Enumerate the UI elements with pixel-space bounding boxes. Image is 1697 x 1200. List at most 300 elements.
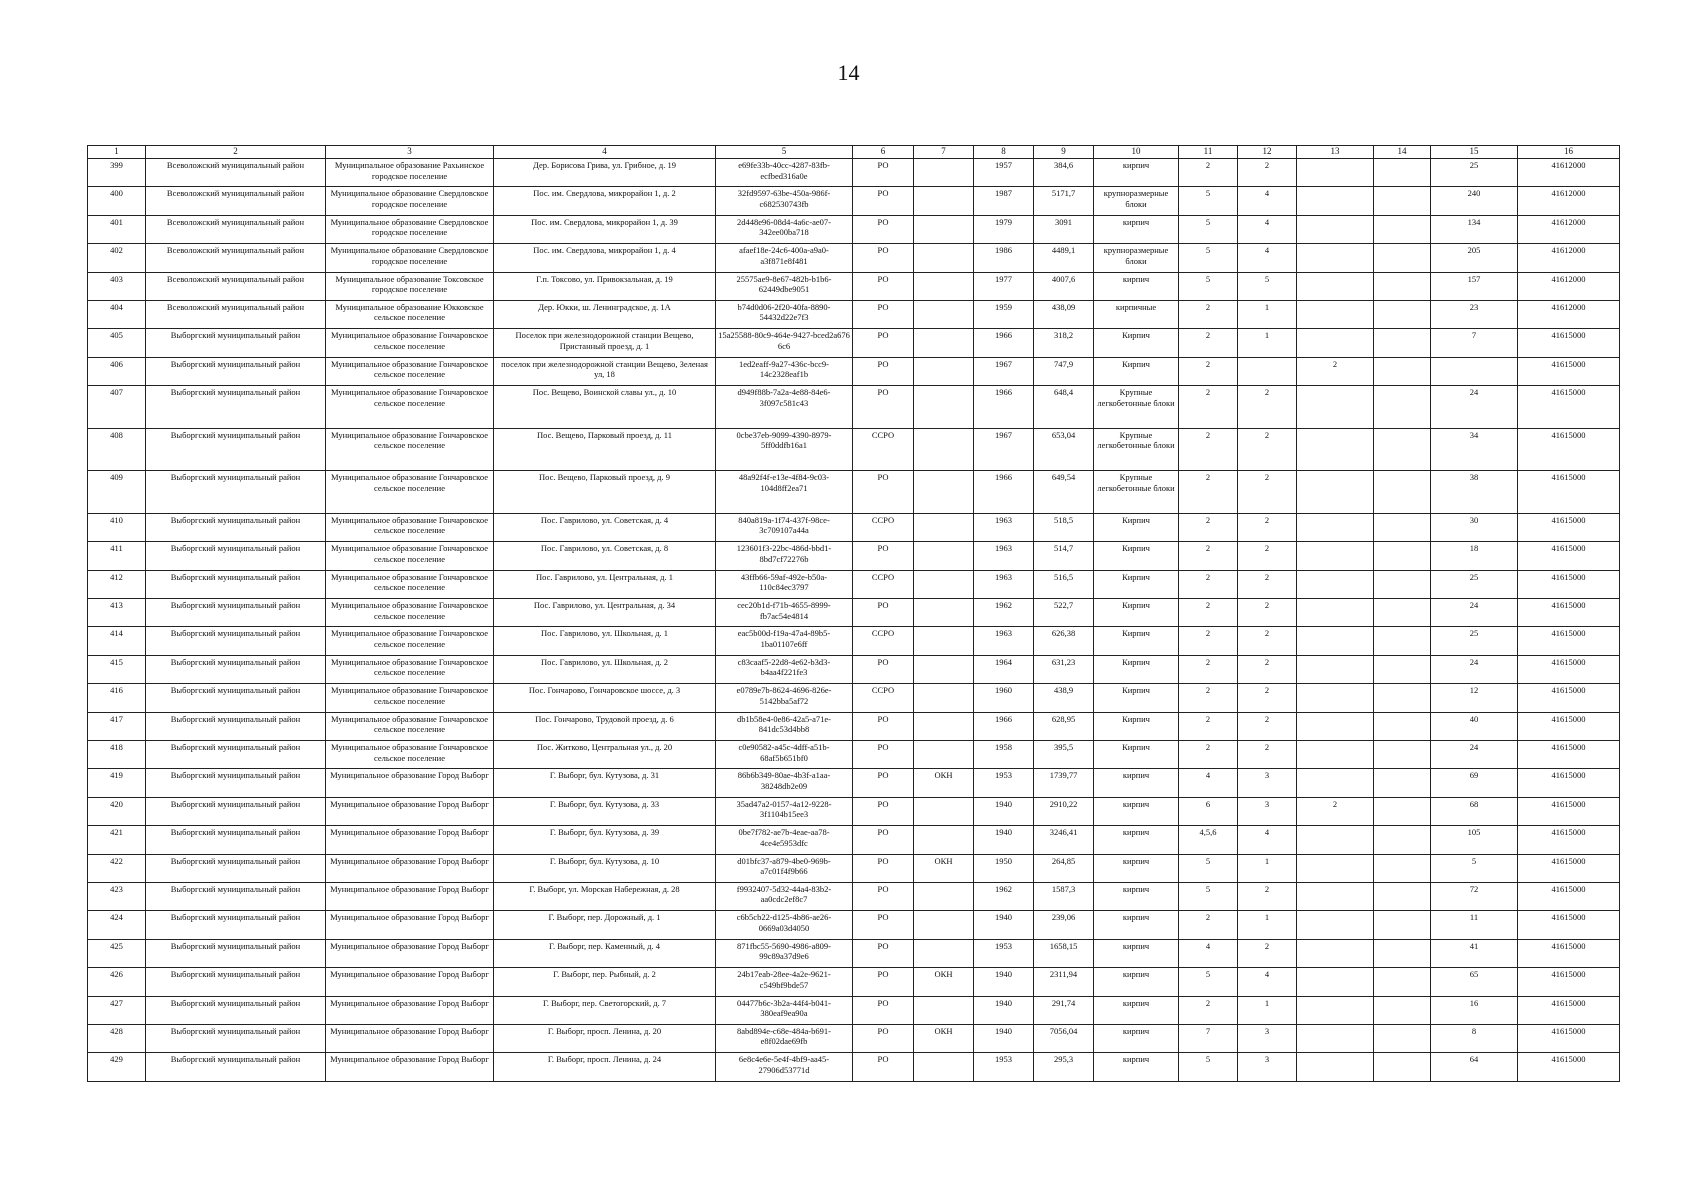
table-cell: Пос. Вещево, Парковый проезд, д. 11 bbox=[494, 428, 716, 471]
table-cell: 410 bbox=[88, 513, 146, 541]
table-cell: 41615000 bbox=[1518, 599, 1620, 627]
table-row bbox=[88, 854, 1620, 882]
table-cell: кирпич bbox=[1094, 1024, 1179, 1052]
table-cell bbox=[914, 655, 974, 683]
table-cell: 8 bbox=[1431, 1024, 1518, 1052]
table-cell: 3091 bbox=[1034, 215, 1094, 243]
table-cell: Выборгский муниципальный район bbox=[146, 939, 326, 967]
table-cell: 1964 bbox=[974, 655, 1034, 683]
table-cell: 516,5 bbox=[1034, 570, 1094, 598]
table-cell: РО bbox=[853, 300, 914, 328]
table-row bbox=[88, 386, 1620, 429]
table-cell: 408 bbox=[88, 428, 146, 471]
table-cell: 2 bbox=[1179, 386, 1238, 429]
table-cell: Муниципальное образование Свердловское городское поселение bbox=[326, 215, 494, 243]
table-cell: Муниципальное образование Гончаровское сельское поселение bbox=[326, 570, 494, 598]
table-cell bbox=[1374, 159, 1431, 187]
table-cell: 48a92f4f-e13e-4f84-9c03-104d8ff2ea71 bbox=[716, 471, 853, 514]
table-cell: РО bbox=[853, 272, 914, 300]
table-cell: 295,3 bbox=[1034, 1053, 1094, 1081]
table-cell: Муниципальное образование Гончаровское сельское поселение bbox=[326, 386, 494, 429]
table-cell: Муниципальное образование Гончаровское сельское поселение bbox=[326, 599, 494, 627]
table-cell: 41615000 bbox=[1518, 1053, 1620, 1081]
table-cell: 1ed2eaff-9a27-436c-bcc9-14c2328eaf1b bbox=[716, 357, 853, 385]
table-cell: 399 bbox=[88, 159, 146, 187]
table-cell: 35ad47a2-0157-4a12-9228-3f1104b15ee3 bbox=[716, 797, 853, 825]
table-cell: РО bbox=[853, 655, 914, 683]
table-cell: 2 bbox=[1179, 471, 1238, 514]
table-cell: Муниципальное образование Гончаровское сельское поселение bbox=[326, 741, 494, 769]
table-cell: Выборгский муниципальный район bbox=[146, 329, 326, 357]
table-cell: b74d0d06-2f20-40fa-8890-54432d22e7f3 bbox=[716, 300, 853, 328]
table-cell: 4 bbox=[1238, 968, 1297, 996]
table-cell bbox=[914, 300, 974, 328]
table-row bbox=[88, 599, 1620, 627]
table-cell: 3246,41 bbox=[1034, 826, 1094, 854]
table-cell: 4 bbox=[1238, 187, 1297, 215]
table-cell: 2 bbox=[1179, 684, 1238, 712]
table-cell bbox=[1374, 215, 1431, 243]
table-cell: Пос. Гаврилово, ул. Школьная, д. 1 bbox=[494, 627, 716, 655]
table-cell: 429 bbox=[88, 1053, 146, 1081]
table-cell: 68 bbox=[1431, 797, 1518, 825]
table-cell: eac5b00d-f19a-47a4-89b5-1ba01107e6ff bbox=[716, 627, 853, 655]
table-cell bbox=[1374, 769, 1431, 797]
table-cell: 1966 bbox=[974, 712, 1034, 740]
table-cell: 649,54 bbox=[1034, 471, 1094, 514]
table-cell: 105 bbox=[1431, 826, 1518, 854]
table-cell: Муниципальное образование Гончаровское сельское поселение bbox=[326, 712, 494, 740]
table-cell: РО bbox=[853, 1024, 914, 1052]
table-cell bbox=[914, 386, 974, 429]
table-cell: e0789e7b-8624-4696-826e-5142bba5af72 bbox=[716, 684, 853, 712]
table-cell: 1957 bbox=[974, 159, 1034, 187]
table-cell: 403 bbox=[88, 272, 146, 300]
table-cell: Г.п. Токсово, ул. Привокзальная, д. 19 bbox=[494, 272, 716, 300]
table-cell: Г. Выборг, бул. Кутузова, д. 39 bbox=[494, 826, 716, 854]
table-cell bbox=[1374, 187, 1431, 215]
table-cell: 518,5 bbox=[1034, 513, 1094, 541]
table-cell: 648,4 bbox=[1034, 386, 1094, 429]
table-cell: 8abd894e-c68e-484a-b691-e8f02dae69fb bbox=[716, 1024, 853, 1052]
table-cell bbox=[1297, 627, 1374, 655]
table-cell: Кирпич bbox=[1094, 329, 1179, 357]
table-cell: Муниципальное образование Рахьинское городское поселение bbox=[326, 159, 494, 187]
table-cell: 41615000 bbox=[1518, 996, 1620, 1024]
table-cell: Пос. Вещево, Парковый проезд, д. 9 bbox=[494, 471, 716, 514]
table-cell: РО bbox=[853, 244, 914, 272]
table-cell: 522,7 bbox=[1034, 599, 1094, 627]
table-cell: 04477b6c-3b2a-44f4-b041-380eaf9ea90a bbox=[716, 996, 853, 1024]
table-cell bbox=[1297, 542, 1374, 570]
table-cell: 404 bbox=[88, 300, 146, 328]
table-cell: 2 bbox=[1238, 882, 1297, 910]
table-cell: 425 bbox=[88, 939, 146, 967]
table-cell bbox=[914, 741, 974, 769]
table-row bbox=[88, 684, 1620, 712]
table-cell: Кирпич bbox=[1094, 741, 1179, 769]
table-cell: 41615000 bbox=[1518, 1024, 1620, 1052]
table-cell bbox=[1374, 712, 1431, 740]
table-cell: 5 bbox=[1179, 882, 1238, 910]
table-cell: 2 bbox=[1179, 599, 1238, 627]
table-cell: 416 bbox=[88, 684, 146, 712]
table-cell bbox=[914, 911, 974, 939]
table-cell: 628,95 bbox=[1034, 712, 1094, 740]
table-cell: Муниципальное образование Город Выборг bbox=[326, 826, 494, 854]
table-cell bbox=[1374, 968, 1431, 996]
table-cell: 34 bbox=[1431, 428, 1518, 471]
table-cell: d949f88b-7a2a-4e88-84e6-3f097c581c43 bbox=[716, 386, 853, 429]
table-cell: 2 bbox=[1238, 627, 1297, 655]
table-cell: 24 bbox=[1431, 386, 1518, 429]
table-cell: 5 bbox=[1179, 272, 1238, 300]
table-cell: 1966 bbox=[974, 471, 1034, 514]
table-cell bbox=[1374, 244, 1431, 272]
table-cell: Всеволожский муниципальный район bbox=[146, 159, 326, 187]
table-cell bbox=[1374, 882, 1431, 910]
table-cell bbox=[914, 570, 974, 598]
table-cell: 2 bbox=[1179, 655, 1238, 683]
table-cell: Муниципальное образование Гончаровское сельское поселение bbox=[326, 542, 494, 570]
table-cell: РО bbox=[853, 329, 914, 357]
table-cell: Муниципальное образование Гончаровское сельское поселение bbox=[326, 627, 494, 655]
table-cell: 2 bbox=[1238, 712, 1297, 740]
table-cell: Выборгский муниципальный район bbox=[146, 882, 326, 910]
table-cell: 41615000 bbox=[1518, 797, 1620, 825]
table-cell: 2 bbox=[1238, 741, 1297, 769]
table-cell: 1950 bbox=[974, 854, 1034, 882]
table-cell: Муниципальное образование Гончаровское сельское поселение bbox=[326, 329, 494, 357]
table-cell bbox=[1297, 854, 1374, 882]
table-cell: 2 bbox=[1238, 513, 1297, 541]
table-cell: 4489,1 bbox=[1034, 244, 1094, 272]
table-cell: 1 bbox=[1238, 911, 1297, 939]
table-cell bbox=[1374, 826, 1431, 854]
table-cell: 72 bbox=[1431, 882, 1518, 910]
table-cell: 41612000 bbox=[1518, 215, 1620, 243]
table-cell: Г. Выборг, просп. Ленина, д. 24 bbox=[494, 1053, 716, 1081]
table-cell bbox=[1297, 1024, 1374, 1052]
table-row bbox=[88, 159, 1620, 187]
table-cell: Муниципальное образование Гончаровское сельское поселение bbox=[326, 471, 494, 514]
table-cell bbox=[1297, 187, 1374, 215]
table-cell: 4,5,6 bbox=[1179, 826, 1238, 854]
table-cell bbox=[1297, 159, 1374, 187]
table-cell: 41615000 bbox=[1518, 471, 1620, 514]
table-cell: 41612000 bbox=[1518, 187, 1620, 215]
table-cell: Выборгский муниципальный район bbox=[146, 513, 326, 541]
table-row bbox=[88, 215, 1620, 243]
table-cell: крупноразмерные блоки bbox=[1094, 244, 1179, 272]
table-cell: 41615000 bbox=[1518, 854, 1620, 882]
table-cell: 424 bbox=[88, 911, 146, 939]
table-cell: 41615000 bbox=[1518, 712, 1620, 740]
table-cell: Муниципальное образование Свердловское городское поселение bbox=[326, 244, 494, 272]
table-cell: 264,85 bbox=[1034, 854, 1094, 882]
table-cell: 1962 bbox=[974, 882, 1034, 910]
column-number-header: 8 bbox=[974, 146, 1034, 159]
table-cell: cec20b1d-f71b-4655-8999-fb7ac54e4814 bbox=[716, 599, 853, 627]
table-cell: Пос. Вещево, Воинской славы ул., д. 10 bbox=[494, 386, 716, 429]
table-cell bbox=[914, 428, 974, 471]
column-number-header: 7 bbox=[914, 146, 974, 159]
table-cell: 41615000 bbox=[1518, 769, 1620, 797]
table-cell bbox=[914, 939, 974, 967]
table-row bbox=[88, 244, 1620, 272]
table-cell: кирпич bbox=[1094, 826, 1179, 854]
table-cell bbox=[1297, 513, 1374, 541]
table-cell: 2 bbox=[1238, 428, 1297, 471]
table-cell: 4 bbox=[1238, 215, 1297, 243]
table-cell bbox=[914, 542, 974, 570]
table-cell: 1940 bbox=[974, 968, 1034, 996]
table-cell: Пос. Житково, Центральная ул., д. 20 bbox=[494, 741, 716, 769]
table-cell: Муниципальное образование Город Выборг bbox=[326, 911, 494, 939]
table-cell: 41612000 bbox=[1518, 300, 1620, 328]
table-cell: 41615000 bbox=[1518, 513, 1620, 541]
table-cell: РО bbox=[853, 741, 914, 769]
table-cell: Г. Выборг, пер. Дорожный, д. 1 bbox=[494, 911, 716, 939]
table-cell: Пос. Гончарово, Гончаровское шоссе, д. 3 bbox=[494, 684, 716, 712]
table-cell bbox=[1297, 471, 1374, 514]
table-cell: 2 bbox=[1297, 797, 1374, 825]
table-row bbox=[88, 1053, 1620, 1081]
table-cell: 41615000 bbox=[1518, 655, 1620, 683]
table-cell: 1953 bbox=[974, 939, 1034, 967]
table-cell: 134 bbox=[1431, 215, 1518, 243]
table-cell: db1b58e4-0e86-42a5-a71e-841dc53d4bb8 bbox=[716, 712, 853, 740]
table-cell: 2 bbox=[1179, 300, 1238, 328]
table-cell: 0cbe37eb-9099-4390-8979-5ff0ddfb16a1 bbox=[716, 428, 853, 471]
table-cell: Выборгский муниципальный район bbox=[146, 1053, 326, 1081]
table-cell: 41612000 bbox=[1518, 159, 1620, 187]
table-cell: 438,9 bbox=[1034, 684, 1094, 712]
table-cell: 41615000 bbox=[1518, 741, 1620, 769]
table-cell: Муниципальное образование Гончаровское сельское поселение bbox=[326, 684, 494, 712]
table-cell: кирпич bbox=[1094, 968, 1179, 996]
table-cell: 11 bbox=[1431, 911, 1518, 939]
table-cell: 2 bbox=[1238, 159, 1297, 187]
table-cell bbox=[914, 215, 974, 243]
table-cell bbox=[914, 684, 974, 712]
column-number-header: 10 bbox=[1094, 146, 1179, 159]
table-cell: 2 bbox=[1179, 570, 1238, 598]
table-cell: Выборгский муниципальный район bbox=[146, 911, 326, 939]
table-cell: 0be7f782-ae7b-4eae-aa78-4ce4e5953dfc bbox=[716, 826, 853, 854]
table-cell: 1962 bbox=[974, 599, 1034, 627]
table-cell: 1963 bbox=[974, 570, 1034, 598]
table-cell: Кирпич bbox=[1094, 357, 1179, 385]
column-number-header: 11 bbox=[1179, 146, 1238, 159]
table-cell bbox=[1374, 684, 1431, 712]
table-cell: 1987 bbox=[974, 187, 1034, 215]
table-cell: 2 bbox=[1179, 159, 1238, 187]
table-cell: Кирпич bbox=[1094, 570, 1179, 598]
table-cell: 1953 bbox=[974, 1053, 1034, 1081]
table-cell: РО bbox=[853, 215, 914, 243]
table-cell: 422 bbox=[88, 854, 146, 882]
table-cell bbox=[1374, 599, 1431, 627]
table-cell bbox=[1297, 968, 1374, 996]
table-cell: 4 bbox=[1179, 939, 1238, 967]
table-cell: 5 bbox=[1179, 244, 1238, 272]
table-row bbox=[88, 712, 1620, 740]
table-cell: d01bfc37-a879-4be0-969b-a7c01f4f9b66 bbox=[716, 854, 853, 882]
table-cell: 1963 bbox=[974, 542, 1034, 570]
table-cell: Кирпич bbox=[1094, 655, 1179, 683]
table-cell: Выборгский муниципальный район bbox=[146, 627, 326, 655]
table-cell: 415 bbox=[88, 655, 146, 683]
table-cell: РО bbox=[853, 599, 914, 627]
table-cell: Выборгский муниципальный район bbox=[146, 854, 326, 882]
table-cell: Муниципальное образование Гончаровское сельское поселение bbox=[326, 357, 494, 385]
table-cell: 2 bbox=[1238, 939, 1297, 967]
table-cell: РО bbox=[853, 968, 914, 996]
table-cell bbox=[1297, 215, 1374, 243]
table-cell: Выборгский муниципальный район bbox=[146, 996, 326, 1024]
table-cell bbox=[914, 471, 974, 514]
table-cell bbox=[1374, 1053, 1431, 1081]
table-cell bbox=[1297, 684, 1374, 712]
table-cell: f9932407-5d32-44a4-83b2-aa0cdc2ef8c7 bbox=[716, 882, 853, 910]
table-cell: 427 bbox=[88, 996, 146, 1024]
table-cell: Пос. Гаврилово, ул. Советская, д. 4 bbox=[494, 513, 716, 541]
table-cell: 423 bbox=[88, 882, 146, 910]
table-cell: Всеволожский муниципальный район bbox=[146, 244, 326, 272]
table-cell: Г. Выборг, бул. Кутузова, д. 10 bbox=[494, 854, 716, 882]
table-cell bbox=[1374, 911, 1431, 939]
table-cell: 5 bbox=[1238, 272, 1297, 300]
table-cell: кирпич bbox=[1094, 159, 1179, 187]
table-cell: 64 bbox=[1431, 1053, 1518, 1081]
table-row bbox=[88, 329, 1620, 357]
table-cell: 1658,15 bbox=[1034, 939, 1094, 967]
table-cell: 5 bbox=[1179, 187, 1238, 215]
table-cell: 419 bbox=[88, 769, 146, 797]
table-cell: 1967 bbox=[974, 428, 1034, 471]
table-cell: 871fbc55-5690-4986-a809-99c89a37d9e6 bbox=[716, 939, 853, 967]
table-cell bbox=[914, 329, 974, 357]
table-cell: 25575ae9-8e67-482b-b1b6-62449dbe9051 bbox=[716, 272, 853, 300]
table-cell: ССРО bbox=[853, 513, 914, 541]
table-cell bbox=[1374, 1024, 1431, 1052]
table-cell: c83caaf5-22d8-4e62-b3d3-b4aa4f221fe3 bbox=[716, 655, 853, 683]
table-cell: ССРО bbox=[853, 570, 914, 598]
table-cell: 840a819a-1f74-437f-98ce-3c709107a44a bbox=[716, 513, 853, 541]
table-cell bbox=[1297, 741, 1374, 769]
table-cell: Муниципальное образование Город Выборг bbox=[326, 882, 494, 910]
table-cell: Кирпич bbox=[1094, 684, 1179, 712]
table-cell: 41615000 bbox=[1518, 357, 1620, 385]
table-cell: 2910,22 bbox=[1034, 797, 1094, 825]
table-cell: Крупные легкобетонные блоки bbox=[1094, 428, 1179, 471]
table-row bbox=[88, 911, 1620, 939]
column-number-header: 13 bbox=[1297, 146, 1374, 159]
table-cell: Муниципальное образование Гончаровское сельское поселение bbox=[326, 513, 494, 541]
table-cell: кирпичные bbox=[1094, 300, 1179, 328]
table-cell: Муниципальное образование Город Выборг bbox=[326, 939, 494, 967]
table-cell: 2 bbox=[1179, 329, 1238, 357]
table-cell: 41615000 bbox=[1518, 329, 1620, 357]
table-cell: Пос. Гаврилово, ул. Школьная, д. 2 bbox=[494, 655, 716, 683]
table-cell bbox=[1297, 244, 1374, 272]
table-cell: Всеволожский муниципальный район bbox=[146, 300, 326, 328]
table-cell bbox=[1374, 996, 1431, 1024]
table-cell: 41615000 bbox=[1518, 570, 1620, 598]
table-cell: 4007,6 bbox=[1034, 272, 1094, 300]
table-cell: Дер. Борисова Грива, ул. Грибное, д. 19 bbox=[494, 159, 716, 187]
table-cell: 1940 bbox=[974, 797, 1034, 825]
table-cell: Муниципальное образование Город Выборг bbox=[326, 854, 494, 882]
table-cell: 41615000 bbox=[1518, 882, 1620, 910]
table-cell: 2 bbox=[1238, 684, 1297, 712]
table-cell: Муниципальное образование Город Выборг bbox=[326, 797, 494, 825]
column-number-header: 15 bbox=[1431, 146, 1518, 159]
table-row bbox=[88, 357, 1620, 385]
table-cell: 414 bbox=[88, 627, 146, 655]
table-cell: Кирпич bbox=[1094, 542, 1179, 570]
table-cell: Всеволожский муниципальный район bbox=[146, 215, 326, 243]
table-cell bbox=[1374, 386, 1431, 429]
table-cell: Выборгский муниципальный район bbox=[146, 712, 326, 740]
table-cell: 2 bbox=[1179, 513, 1238, 541]
table-cell bbox=[1297, 655, 1374, 683]
table-cell bbox=[1374, 428, 1431, 471]
table-cell: 1979 bbox=[974, 215, 1034, 243]
column-number-header: 5 bbox=[716, 146, 853, 159]
table-cell: Кирпич bbox=[1094, 712, 1179, 740]
table-cell: 4 bbox=[1179, 769, 1238, 797]
table-cell: 395,5 bbox=[1034, 741, 1094, 769]
table-cell: Выборгский муниципальный район bbox=[146, 968, 326, 996]
table-cell: 2 bbox=[1297, 357, 1374, 385]
table-row bbox=[88, 272, 1620, 300]
table-cell: 38 bbox=[1431, 471, 1518, 514]
table-cell: 25 bbox=[1431, 570, 1518, 598]
table-row bbox=[88, 471, 1620, 514]
table-row bbox=[88, 1024, 1620, 1052]
table-cell: 1966 bbox=[974, 386, 1034, 429]
table-cell: РО bbox=[853, 769, 914, 797]
table-cell: Выборгский муниципальный район bbox=[146, 1024, 326, 1052]
table-cell bbox=[1374, 627, 1431, 655]
table-cell: ОКН bbox=[914, 769, 974, 797]
table-cell: 1587,3 bbox=[1034, 882, 1094, 910]
table-cell bbox=[1374, 854, 1431, 882]
table-cell: c6b5cb22-d125-4b86-ae26-0669a03d4050 bbox=[716, 911, 853, 939]
table-cell: ОКН bbox=[914, 854, 974, 882]
table-cell: 426 bbox=[88, 968, 146, 996]
table-row bbox=[88, 882, 1620, 910]
table-cell: 2 bbox=[1238, 599, 1297, 627]
table-cell bbox=[1374, 741, 1431, 769]
table-cell: 2 bbox=[1179, 542, 1238, 570]
column-number-header: 12 bbox=[1238, 146, 1297, 159]
table-cell bbox=[1374, 329, 1431, 357]
table-cell: кирпич bbox=[1094, 272, 1179, 300]
table-cell: 421 bbox=[88, 826, 146, 854]
table-row bbox=[88, 968, 1620, 996]
table-cell: Крупные легкобетонные блоки bbox=[1094, 471, 1179, 514]
table-row bbox=[88, 428, 1620, 471]
table-cell: Поселок при железнодорожной станции Вещево, Пристанный проезд, д. 1 bbox=[494, 329, 716, 357]
table-cell: Выборгский муниципальный район bbox=[146, 769, 326, 797]
table-cell: РО bbox=[853, 471, 914, 514]
table-cell: 3 bbox=[1238, 769, 1297, 797]
table-cell: 41 bbox=[1431, 939, 1518, 967]
table-cell bbox=[1297, 570, 1374, 598]
